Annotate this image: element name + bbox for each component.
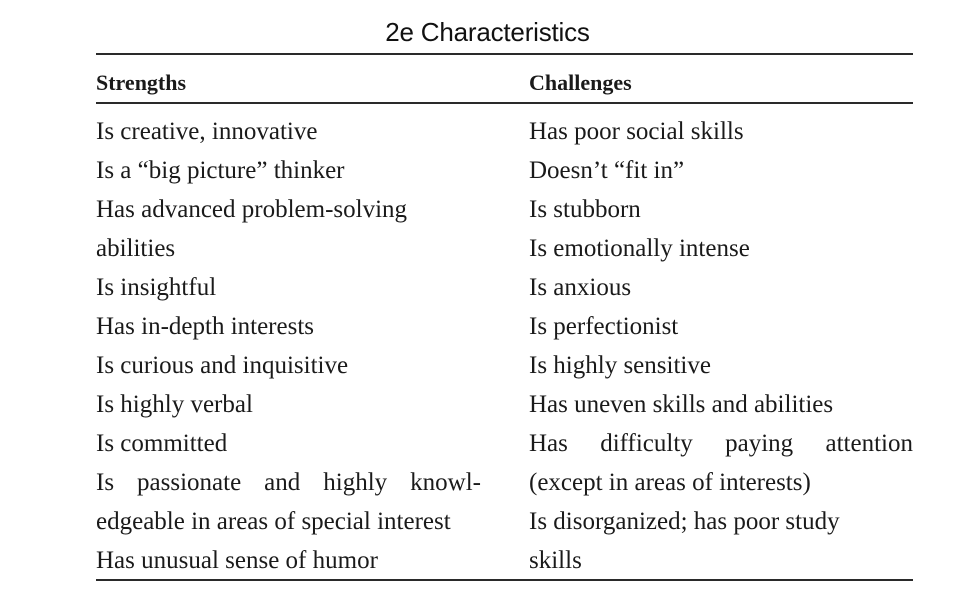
strengths-line: Is committed [96,430,228,457]
strengths-line: edgeable in areas of special interest [96,508,451,535]
challenges-line: Has poor social skills [529,118,744,145]
challenges-column [529,112,913,580]
challenges-line: Is disorganized; has poor study [529,508,840,535]
strengths-line: abilities [96,235,176,262]
challenges-line: Has difficulty paying attention [529,430,913,457]
strengths-header: Strengths [96,70,187,95]
strengths-line: Has advanced problem-solving [96,196,408,223]
challenges-line: skills [529,547,582,574]
challenges-line: Has uneven skills and abilities [529,391,834,418]
challenges-line: Doesn’t “fit in” [529,157,685,184]
table-header-rule [96,102,913,104]
strengths-line: Is creative, innovative [96,118,318,145]
table-top-rule [96,53,913,55]
strengths-line: Is a “big picture” thinker [96,157,345,184]
strengths-line: Has unusual sense of humor [96,547,378,574]
challenges-line: (except in areas of interests) [529,469,811,496]
challenges-header: Challenges [529,70,632,95]
strengths-line: Is passionate and highly knowl- [96,469,481,496]
table-bottom-rule [96,579,913,581]
table-title: 2e Characteristics [385,17,590,47]
strengths-line: Is curious and inquisitive [96,352,349,379]
challenges-line: Is highly sensitive [529,352,711,379]
strengths-line: Is insightful [96,274,217,301]
challenges-line: Is emotionally intense [529,235,750,262]
challenges-line: Is perfectionist [529,313,679,340]
strengths-column [96,112,481,580]
challenges-line: Is anxious [529,274,632,301]
strengths-line: Is highly verbal [96,391,253,418]
strengths-line: Has in-depth interests [96,313,315,340]
challenges-line: Is stubborn [529,196,641,223]
